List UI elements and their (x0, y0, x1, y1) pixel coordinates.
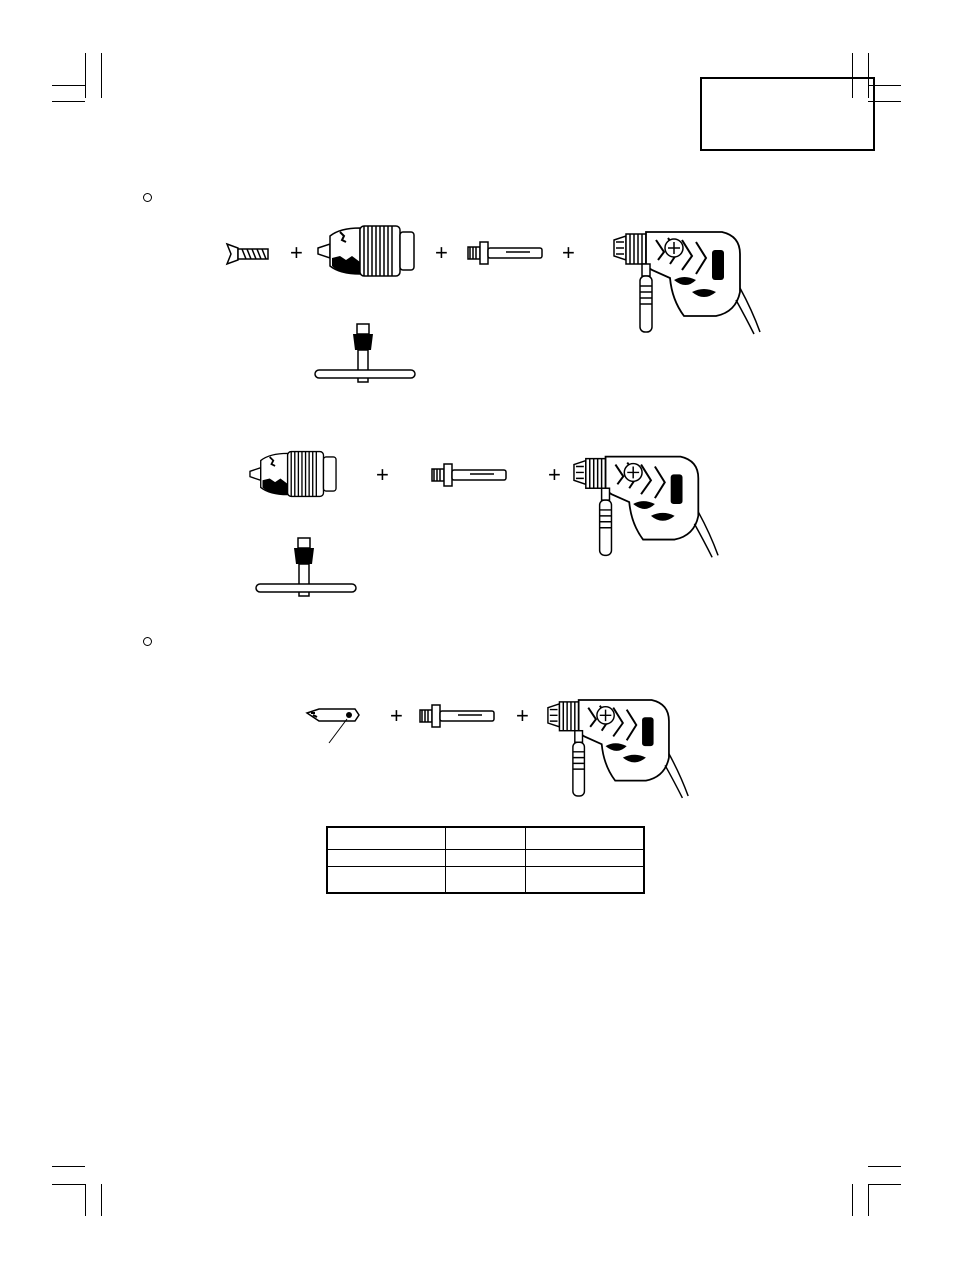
drill-chuck-icon (316, 222, 416, 280)
table-cell (446, 867, 525, 893)
bullet-section-c (143, 637, 152, 646)
table-cell (525, 850, 644, 867)
chuck-key-icon (254, 536, 358, 600)
table-cell (525, 867, 644, 893)
bit-adapter-icon (226, 243, 272, 265)
plus-1a: + (290, 240, 303, 265)
table-cell (327, 827, 446, 850)
rotary-hammer-icon (546, 696, 692, 800)
plus-2a: + (376, 462, 389, 487)
chuck-key-icon (313, 322, 417, 386)
table-cell (525, 827, 644, 850)
rotary-hammer-icon (612, 230, 764, 334)
chuck-adapter-icon (418, 703, 496, 729)
drill-chuck-icon (246, 448, 340, 500)
chuck-adapter-icon (430, 462, 508, 488)
plus-1c: + (562, 240, 575, 265)
chuck-adapter-icon (466, 240, 544, 266)
plus-2b: + (548, 462, 561, 487)
table-cell (446, 850, 525, 867)
table-cell (327, 867, 446, 893)
plus-3b: + (516, 703, 529, 728)
table-row (327, 850, 644, 867)
table-row (327, 867, 644, 893)
table-cell (327, 850, 446, 867)
plus-1b: + (435, 240, 448, 265)
rotary-hammer-icon (572, 454, 722, 558)
language-box (700, 77, 875, 151)
table-row (327, 827, 644, 850)
plus-3a: + (390, 703, 403, 728)
bullet-section-a (143, 193, 152, 202)
tapered-shank-adapter-icon (305, 705, 361, 745)
table-cell (446, 827, 525, 850)
spec-table (326, 826, 645, 894)
